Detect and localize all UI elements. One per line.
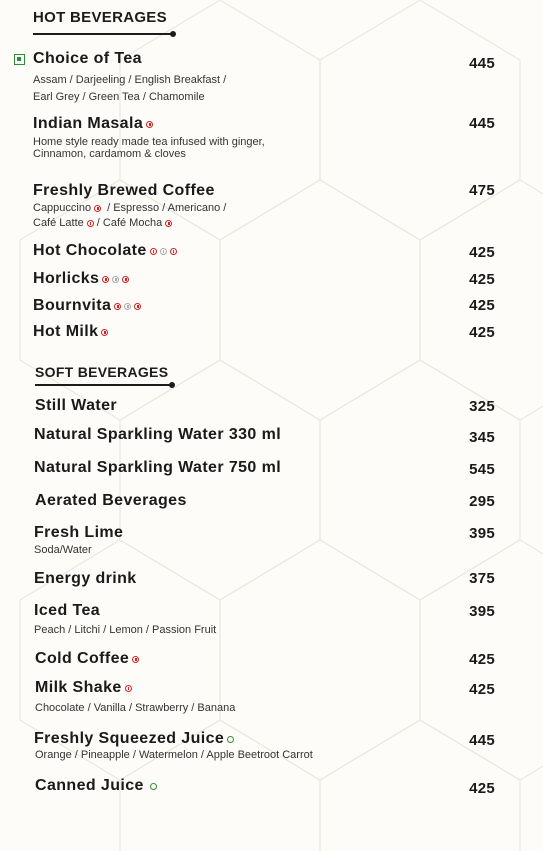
milk-drop-icon <box>125 685 132 692</box>
item-desc-coffee-1 <box>33 201 226 216</box>
item-name-choice-of-tea: Choice of Tea <box>33 50 142 67</box>
milk-drop-icon <box>170 248 177 255</box>
milk-drop-icon <box>134 303 141 310</box>
item-price-canned-juice: 425 <box>469 780 495 797</box>
item-name-horlicks-text: Horlicks <box>33 270 100 287</box>
item-name-hot-milk <box>33 323 108 341</box>
item-desc-milk-shake: Chocolate / Vanilla / Strawberry / Banana <box>35 702 236 714</box>
milk-drop-icon <box>150 248 157 255</box>
item-price-milk-shake: 425 <box>469 681 495 698</box>
item-name-horlicks <box>33 270 129 288</box>
item-price-sparkling-330: 345 <box>469 429 495 446</box>
item-name-bournvita <box>33 297 141 315</box>
item-price-still-water: 325 <box>469 398 495 415</box>
item-price-sparkling-750: 545 <box>469 461 495 478</box>
item-name-indian-masala-text: Indian Masala <box>33 115 144 132</box>
item-desc-iced-tea: Peach / Litchi / Lemon / Passion Fruit <box>34 624 217 636</box>
item-name-cold-coffee-text: Cold Coffee <box>35 650 130 667</box>
item-name-sparkling-330: Natural Sparkling Water 330 ml <box>34 426 282 443</box>
wheat-icon <box>112 276 119 283</box>
item-name-freshly-brewed-coffee: Freshly Brewed Coffee <box>33 182 215 199</box>
coffee-latte-text: Café Latte <box>33 217 84 229</box>
item-desc-coffee-2 <box>33 216 172 231</box>
item-price-aerated-beverages: 295 <box>469 493 495 510</box>
wheat-icon <box>160 248 167 255</box>
item-price-iced-tea: 395 <box>469 603 495 620</box>
item-name-milk-shake-text: Milk Shake <box>35 679 122 696</box>
item-name-cold-coffee <box>35 650 139 668</box>
wheat-icon <box>124 303 131 310</box>
item-name-milk-shake <box>35 679 132 697</box>
milk-drop-icon <box>146 121 153 128</box>
leaf-icon <box>150 783 157 790</box>
item-name-canned-juice <box>35 777 157 795</box>
item-price-freshly-squeezed-juice: 445 <box>469 732 495 749</box>
item-name-still-water: Still Water <box>35 397 118 414</box>
veg-square-icon <box>14 54 25 65</box>
milk-drop-icon <box>101 329 108 336</box>
milk-drop-icon <box>102 276 109 283</box>
leaf-icon <box>227 736 234 743</box>
item-price-freshly-brewed-coffee: 475 <box>469 182 495 199</box>
item-name-aerated-beverages: Aerated Beverages <box>35 492 187 509</box>
item-name-iced-tea: Iced Tea <box>34 602 101 619</box>
item-price-choice-of-tea: 445 <box>469 55 495 72</box>
item-desc-freshly-squeezed-juice: Orange / Pineapple / Watermelon / Apple Beetroot Carrot <box>35 749 313 761</box>
item-name-freshly-squeezed-juice <box>34 730 234 748</box>
section-divider-soft <box>35 384 172 386</box>
milk-drop-icon <box>114 303 121 310</box>
item-desc-indian-masala-2: Cinnamon, cardamom & cloves <box>33 148 186 160</box>
item-price-horlicks: 425 <box>469 271 495 288</box>
item-name-bournvita-text: Bournvita <box>33 297 112 314</box>
item-name-canned-juice-text: Canned Juice <box>35 777 144 794</box>
item-price-indian-masala: 445 <box>469 115 495 132</box>
section-title-soft-beverages: SOFT BEVERAGES <box>35 364 169 380</box>
item-price-fresh-lime: 395 <box>469 525 495 542</box>
item-name-hot-milk-text: Hot Milk <box>33 323 99 340</box>
item-name-freshly-squeezed-juice-text: Freshly Squeezed Juice <box>34 730 225 747</box>
item-price-bournvita: 425 <box>469 297 495 314</box>
item-price-hot-chocolate: 425 <box>469 244 495 261</box>
item-name-indian-masala <box>33 115 153 133</box>
item-desc-fresh-lime: Soda/Water <box>34 544 92 556</box>
section-title-hot-beverages: HOT BEVERAGES <box>33 9 167 26</box>
section-divider-hot <box>33 33 173 35</box>
coffee-desc-1b-text: / Espresso / Americano / <box>107 202 227 214</box>
milk-drop-icon <box>122 276 129 283</box>
coffee-cappuccino-text: Cappuccino <box>33 202 92 214</box>
milk-drop-icon <box>165 220 172 227</box>
item-name-hot-chocolate <box>33 242 177 260</box>
item-price-hot-milk: 425 <box>469 324 495 341</box>
item-name-sparkling-750: Natural Sparkling Water 750 ml <box>34 459 282 476</box>
item-price-energy-drink: 375 <box>469 570 495 587</box>
item-name-hot-chocolate-text: Hot Chocolate <box>33 242 147 259</box>
item-price-cold-coffee: 425 <box>469 651 495 668</box>
item-desc-choice-of-tea-2: Earl Grey / Green Tea / Chamomile <box>33 91 205 103</box>
milk-drop-icon <box>87 220 94 227</box>
item-desc-indian-masala-1: Home style ready made tea infused with ginger, <box>33 136 265 148</box>
milk-drop-icon <box>94 205 101 212</box>
item-name-fresh-lime: Fresh Lime <box>34 524 124 541</box>
item-desc-choice-of-tea-1: Assam / Darjeeling / English Breakfast / <box>33 74 227 86</box>
coffee-mocha-text: / Café Mocha <box>96 217 163 229</box>
item-name-energy-drink: Energy drink <box>34 570 137 587</box>
milk-drop-icon <box>132 656 139 663</box>
